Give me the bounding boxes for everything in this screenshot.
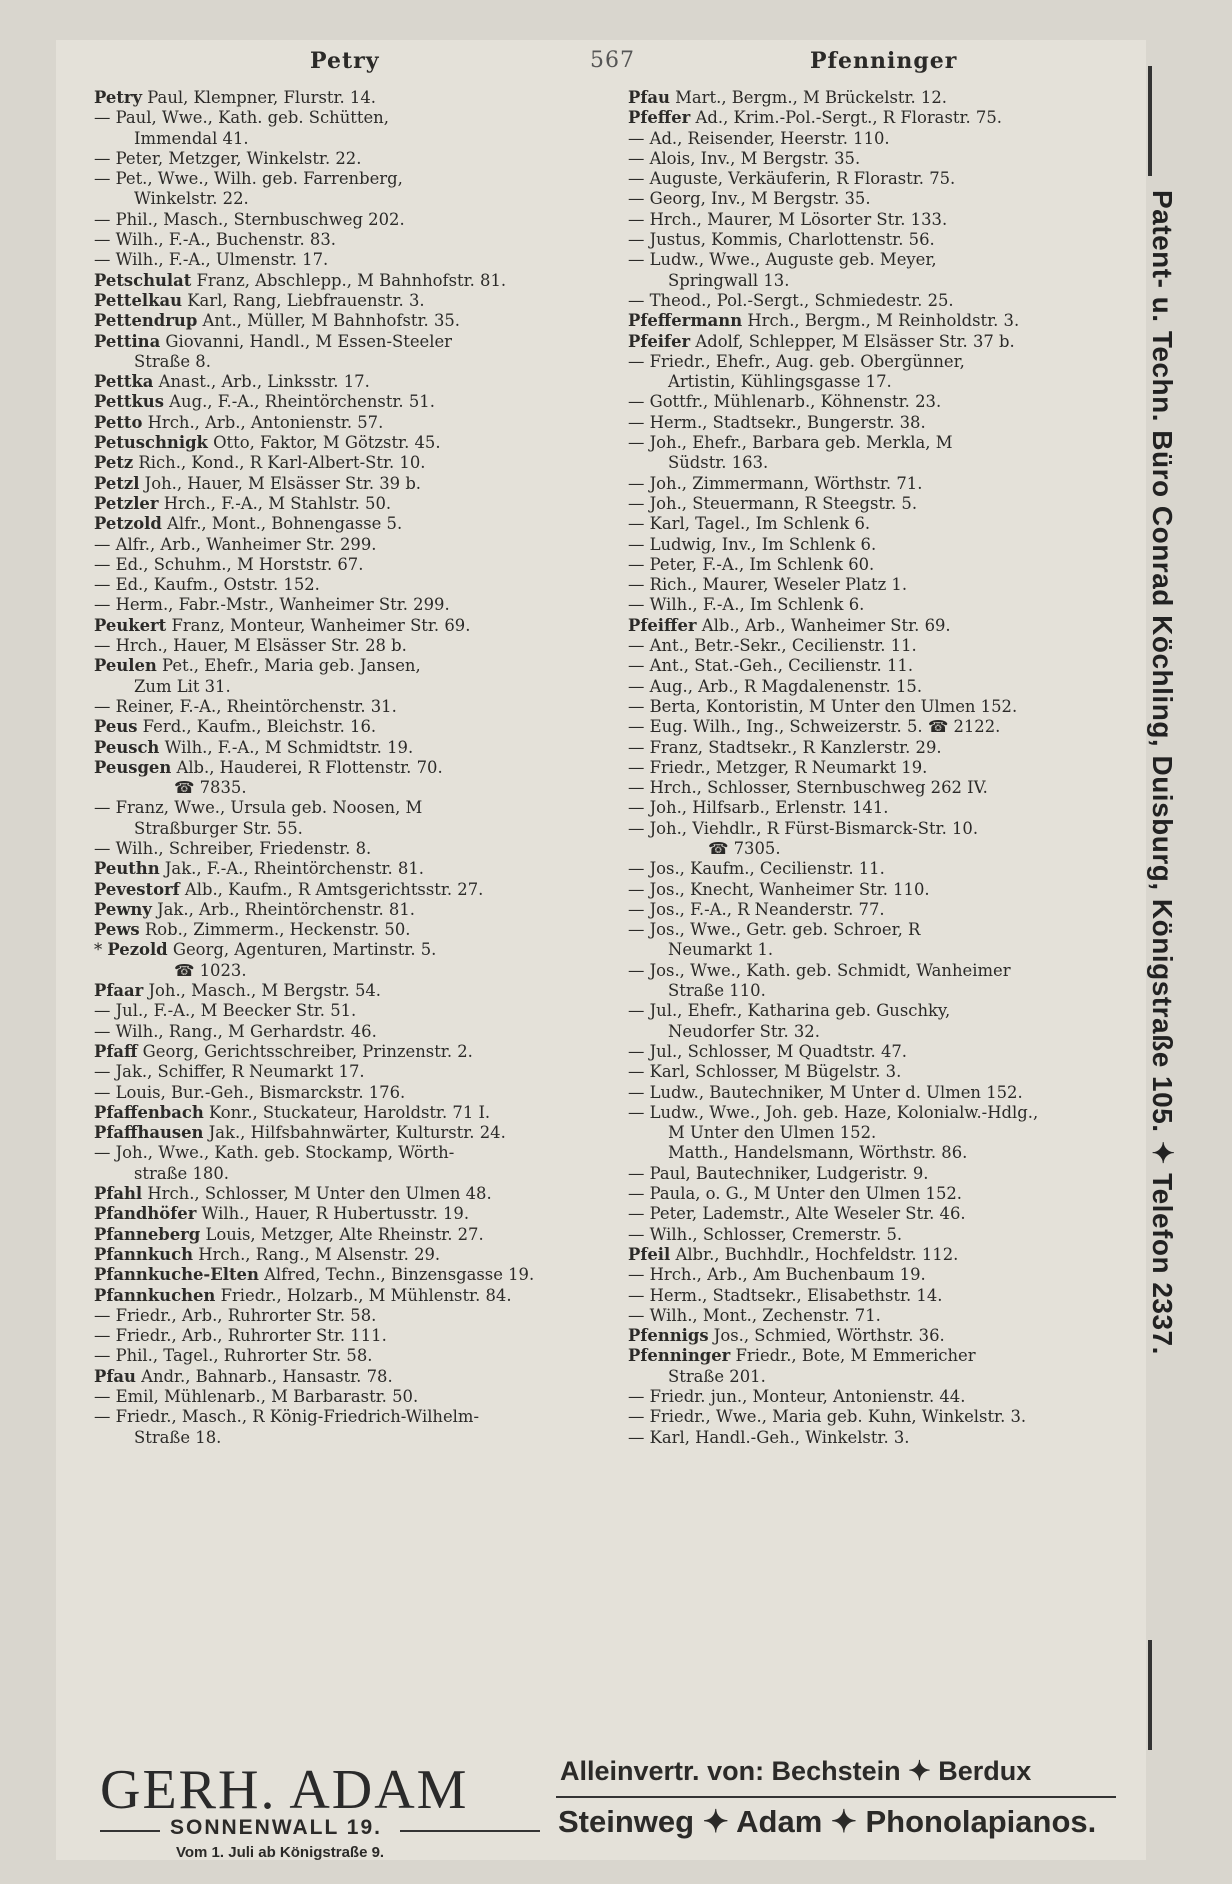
entry-surname: Pfenninger [628,1346,731,1366]
directory-entry: — Ludw., Wwe., Joh. geb. Haze, Kolonialw.-Hdlg., [628,1102,1039,1122]
directory-entry: — Jos., Knecht, Wanheimer Str. 110. [628,879,930,899]
directory-entry: — Ed., Kaufm., Oststr. 152. [94,575,320,595]
entry-surname: Pettina [94,331,161,351]
entry-surname: Pezold [107,940,168,960]
entry-surname: Petschulat [94,270,192,290]
side-ad-text: Patent- u. Techn. Büro Conrad Köchling, Duisburg, Königstraße 105. ✦ Telefon 2337. [1147,190,1178,1355]
entry-surname: Pfannkuch [94,1244,194,1264]
directory-entry: Springwall 13. [668,270,790,290]
entry-surname: Pettka [94,372,154,392]
entry-surname: Pfeffermann [628,311,743,331]
side-advertisement [1136,190,1186,1630]
entry-surname: Petuschnigk [94,433,208,453]
directory-entry: Pfanneberg Louis, Metzger, Alte Rheinstr. 27. [94,1224,484,1244]
directory-entry: Peukert Franz, Monteur, Wanheimer Str. 69. [94,615,471,635]
directory-entry: Pettelkau Karl, Rang, Liebfrauenstr. 3. [94,290,425,310]
directory-entry: — Wilh., F.-A., Im Schlenk 6. [628,595,865,615]
directory-entry: — Georg, Inv., M Bergstr. 35. [628,189,871,209]
directory-entry: — Emil, Mühlenarb., M Barbarastr. 50. [94,1387,419,1406]
directory-entry: Pfeffermann Hrch., Bergm., M Reinholdstr. 3. [628,311,1020,331]
left-column [94,88,594,1448]
ad-address: SONNENWALL 19. [170,1816,382,1839]
directory-entry: — Hrch., Schlosser, Sternbuschweg 262 IV. [628,778,988,798]
directory-entry: — Herm., Stadtsekr., Elisabethstr. 14. [628,1285,943,1305]
entry-surname: Pfaar [94,981,144,1001]
directory-entry: Petzler Hrch., F.-A., M Stahlstr. 50. [94,493,392,513]
ad-company-name: GERH. ADAM [100,1759,469,1821]
directory-entry: — Jos., Wwe., Kath. geb. Schmidt, Wanheimer [628,960,1011,980]
directory-entry: Winkelstr. 22. [134,189,249,209]
entry-surname: Pfannkuchen [94,1285,216,1305]
directory-entry: Peus Ferd., Kaufm., Bleichstr. 16. [94,717,377,737]
directory-entry: Pfaffhausen Jak., Hilfsbahnwärter, Kulturstr. 24. [94,1123,506,1143]
directory-entry: — Phil., Tagel., Ruhrorter Str. 58. [94,1346,373,1366]
directory-entry: — Ad., Reisender, Heerstr. 110. [628,128,890,148]
directory-entry: — Berta, Kontoristin, M Unter den Ulmen 152. [628,696,1018,716]
entry-surname: Pettendrup [94,311,198,331]
directory-entry: — Friedr., Arb., Ruhrorter Str. 58. [94,1305,377,1325]
directory-entry: Pfannkuchen Friedr., Holzarb., M Mühlenstr. 84. [94,1285,512,1305]
directory-entry: — Paul, Bautechniker, Ludgeristr. 9. [628,1163,929,1183]
directory-entry: — Ludw., Wwe., Auguste geb. Meyer, [628,250,937,270]
directory-entry: Peuthn Jak., F.-A., Rheintörchenstr. 81. [94,859,424,879]
entry-surname: Petry [94,88,143,107]
directory-entry: — Hrch., Maurer, M Lösorter Str. 133. [628,209,948,229]
directory-entry: M Unter den Ulmen 152. [668,1123,877,1143]
directory-entry: Zum Lit 31. [134,676,231,696]
directory-entry: — Ludw., Bautechniker, M Unter d. Ulmen 152. [628,1082,1023,1102]
directory-entry: Neumarkt 1. [668,940,774,960]
directory-entry: — Peter, Metzger, Winkelstr. 22. [94,148,362,168]
entry-surname: Pfau [628,88,670,107]
directory-entry: — Eug. Wilh., Ing., Schweizerstr. 5. ☎ 2122. [628,717,1001,737]
directory-entry: Pfeiffer Alb., Arb., Wanheimer Str. 69. [628,615,951,635]
directory-entry: Straße 110. [668,981,766,1001]
directory-entry: — Joh., Steuermann, R Steegstr. 5. [628,493,918,513]
entry-surname: Pfanneberg [94,1224,201,1244]
directory-entry: — Ed., Schuhm., M Horststr. 67. [94,554,364,574]
directory-entry: Petto Hrch., Arb., Antonienstr. 57. [94,412,384,432]
directory-entry: — Louis, Bur.-Geh., Bismarckstr. 176. [94,1082,406,1102]
entry-surname: Peusgen [94,757,172,777]
header-right: Pfenninger [810,48,958,74]
directory-entry: — Pet., Wwe., Wilh. geb. Farrenberg, [94,169,403,189]
directory-entry: — Paula, o. G., M Unter den Ulmen 152. [628,1184,963,1204]
directory-entry: Pfahl Hrch., Schlosser, M Unter den Ulmen 48. [94,1184,492,1204]
directory-entry: Pfannkuche-Elten Alfred, Techn., Binzensgasse 19. [94,1265,535,1285]
directory-entry: — Justus, Kommis, Charlottenstr. 56. [628,230,935,250]
directory-entry: — Joh., Hilfsarb., Erlenstr. 141. [628,798,889,818]
directory-entry: ☎ 7305. [708,838,781,858]
directory-entry: — Phil., Masch., Sternbuschweg 202. [94,209,405,229]
directory-entry: Pfeifer Adolf, Schlepper, M Elsässer Str. 37 b. [628,331,1015,351]
directory-entry: Peusch Wilh., F.-A., M Schmidtstr. 19. [94,737,414,757]
directory-entry: Pfandhöfer Wilh., Hauer, R Hubertusstr. 19. [94,1204,470,1224]
entry-surname: Peukert [94,615,167,635]
directory-entry: Südstr. 163. [668,453,769,473]
entry-surname: Pewny [94,899,152,919]
directory-entry: Pews Rob., Zimmerm., Heckenstr. 50. [94,920,411,940]
entry-surname: Pfaffenbach [94,1102,204,1122]
directory-entry: Peulen Pet., Ehefr., Maria geb. Jansen, [94,656,421,676]
entry-surname: Petzold [94,514,162,534]
entry-surname: Petzl [94,473,140,493]
directory-entry: — Wilh., F.-A., Buchenstr. 83. [94,230,336,250]
directory-entry: — Alfr., Arb., Wanheimer Str. 299. [94,534,377,554]
directory-entry: — Rich., Maurer, Weseler Platz 1. [628,575,908,595]
directory-entry: — Jos., Wwe., Getr. geb. Schroer, R [628,920,921,940]
directory-entry: — Karl, Handl.-Geh., Winkelstr. 3. [628,1427,910,1447]
directory-entry: — Karl, Tagel., Im Schlenk 6. [628,514,871,534]
entry-surname: Peusch [94,737,160,757]
directory-entry: Straßburger Str. 55. [134,818,303,838]
ad-divider [556,1796,1116,1798]
directory-entry: — Friedr. jun., Monteur, Antonienstr. 44. [628,1387,966,1406]
entry-surname: Peus [94,717,138,737]
directory-entry: — Ant., Stat.-Geh., Cecilienstr. 11. [628,656,914,676]
directory-entry: Pfenninger Friedr., Bote, M Emmericher [628,1346,976,1366]
directory-entry: Straße 18. [134,1427,222,1447]
directory-entry: — Auguste, Verkäuferin, R Florastr. 75. [628,169,956,189]
directory-entry: Artistin, Kühlingsgasse 17. [668,372,892,392]
right-column [628,88,1128,1448]
directory-entry: — Jul., Ehefr., Katharina geb. Guschky, [628,1001,951,1021]
directory-entry: Straße 201. [668,1366,766,1386]
entry-surname: Pfannkuche-Elten [94,1265,259,1285]
directory-entry: — Franz, Wwe., Ursula geb. Noosen, M [94,798,423,818]
directory-entry: Pfeffer Ad., Krim.-Pol.-Sergt., R Florastr. 75. [628,108,1002,128]
ad-agency-line: Alleinvertr. von: Bechstein ✦ Berdux [560,1756,1032,1786]
directory-entry: — Hrch., Hauer, M Elsässer Str. 28 b. [94,636,407,656]
directory-entry: Pfaff Georg, Gerichtsschreiber, Prinzenstr. 2. [94,1041,473,1061]
directory-entry: — Wilh., Mont., Zechenstr. 71. [628,1305,881,1325]
directory-entry: — Friedr., Arb., Ruhrorter Str. 111. [94,1326,387,1346]
directory-entry: — Jul., F.-A., M Beecker Str. 51. [94,1001,357,1021]
page-number: 567 [590,48,635,73]
directory-entry: — Wilh., Schlosser, Cremerstr. 5. [628,1224,903,1244]
entry-surname: Petto [94,412,143,432]
directory-entry: — Joh., Viehdlr., R Fürst-Bismarck-Str. 10. [628,818,979,838]
directory-entry: — Friedr., Wwe., Maria geb. Kuhn, Winkelstr. 3. [628,1407,1027,1427]
bottom-advertisement [100,1756,1130,1861]
directory-entry: Pettendrup Ant., Müller, M Bahnhofstr. 35. [94,311,461,331]
entry-surname: Pettkus [94,392,164,412]
directory-entry: ☎ 1023. [174,960,247,980]
directory-entry: — Jak., Schiffer, R Neumarkt 17. [94,1062,365,1082]
directory-entry: — Jul., Schlosser, M Quadtstr. 47. [628,1041,908,1061]
ad-brands-line: Steinweg ✦ Adam ✦ Phonolapianos. [558,1804,1097,1839]
directory-entry: Immendal 41. [134,128,249,148]
directory-entry: — Herm., Fabr.-Mstr., Wanheimer Str. 299. [94,595,450,615]
entry-surname: Peulen [94,656,157,676]
side-rule-top [1148,66,1152,176]
directory-entry: — Karl, Schlosser, M Bügelstr. 3. [628,1062,902,1082]
directory-entry: Pfennigs Jos., Schmied, Wörthstr. 36. [628,1326,945,1346]
entry-surname: Pfeifer [628,331,691,351]
directory-entry: — Paul, Wwe., Kath. geb. Schütten, [94,108,389,128]
directory-entry: — Reiner, F.-A., Rheintörchenstr. 31. [94,696,397,716]
directory-entry: — Theod., Pol.-Sergt., Schmiedestr. 25. [628,290,954,310]
directory-entry: — Jos., Kaufm., Cecilienstr. 11. [628,859,885,879]
entry-surname: Petz [94,453,134,473]
entry-surname: Pews [94,920,140,940]
directory-entry: — Peter, Lademstr., Alte Weseler Str. 46. [628,1204,966,1224]
directory-entry: — Hrch., Arb., Am Buchenbaum 19. [628,1265,926,1285]
entry-surname: Pfahl [94,1184,143,1204]
entry-surname: Pevestorf [94,879,180,899]
directory-entry: Matth., Handelsmann, Wörthstr. 86. [668,1143,968,1163]
directory-entry: Petzl Joh., Hauer, M Elsässer Str. 39 b. [94,473,422,493]
entry-surname: Pfeil [628,1244,671,1264]
directory-entry: — Jos., F.-A., R Neanderstr. 77. [628,899,885,919]
entry-surname: Pfaffhausen [94,1123,204,1143]
entry-surname: Pfaff [94,1041,138,1061]
directory-entry: straße 180. [134,1163,229,1183]
entry-surname: Pfandhöfer [94,1204,197,1224]
directory-entry: — Friedr., Metzger, R Neumarkt 19. [628,757,928,777]
directory-entry: Pettka Anast., Arb., Linksstr. 17. [94,372,370,392]
directory-entry: Pfau Mart., Bergm., M Brückelstr. 12. [628,88,947,107]
directory-entry: — Peter, F.-A., Im Schlenk 60. [628,554,875,574]
ad-rule-left [100,1830,160,1832]
directory-entry: — Aug., Arb., R Magdalenenstr. 15. [628,676,923,696]
directory-entry: — Friedr., Ehefr., Aug. geb. Obergünner, [628,351,965,371]
directory-entry: Straße 8. [134,351,211,371]
directory-entry: Petschulat Franz, Abschlepp., M Bahnhofstr. 81. [94,270,507,290]
directory-entry: — Wilh., Schreiber, Friedenstr. 8. [94,838,372,858]
directory-entry: — Ludwig, Inv., Im Schlenk 6. [628,534,877,554]
ad-address-note: Vom 1. Juli ab Königstraße 9. [176,1844,385,1861]
directory-entry: — Joh., Ehefr., Barbara geb. Merkla, M [628,433,953,453]
directory-entry: Pfau Andr., Bahnarb., Hansastr. 78. [94,1366,393,1386]
directory-entry: Peusgen Alb., Hauderei, R Flottenstr. 70. [94,757,443,777]
directory-entry: Neudorfer Str. 32. [668,1021,820,1041]
directory-entry: — Joh., Zimmermann, Wörthstr. 71. [628,473,923,493]
header-left: Petry [310,48,380,74]
entry-surname: Pfau [94,1366,136,1386]
directory-entry: ☎ 7835. [174,778,247,798]
directory-entry: Petz Rich., Kond., R Karl-Albert-Str. 10. [94,453,426,473]
directory-entry: Petry Paul, Klempner, Flurstr. 14. [94,88,376,107]
directory-entry: Pfaffenbach Konr., Stuckateur, Haroldstr. 71 I. [94,1102,491,1122]
directory-entry: — Wilh., Rang., M Gerhardstr. 46. [94,1021,377,1041]
ad-rule-right [400,1830,540,1832]
side-rule-bottom [1148,1640,1152,1750]
directory-entry: Pevestorf Alb., Kaufm., R Amtsgerichtsstr. 27. [94,879,484,899]
directory-entry: Pfannkuch Hrch., Rang., M Alsenstr. 29. [94,1244,441,1264]
directory-entry: Pettkus Aug., F.-A., Rheintörchenstr. 51. [94,392,435,412]
directory-entry: — Friedr., Masch., R König-Friedrich-Wilhelm- [94,1407,480,1427]
entry-surname: Petzler [94,493,159,513]
directory-entry: — Herm., Stadtsekr., Bungerstr. 38. [628,412,926,432]
entry-surname: Pfeffer [628,108,691,128]
entry-surname: Pettelkau [94,290,183,310]
directory-entry: Pettina Giovanni, Handl., M Essen-Steeler [94,331,452,351]
entry-surname: Pfeiffer [628,615,697,635]
directory-entry: — Ant., Betr.-Sekr., Cecilienstr. 11. [628,636,917,656]
directory-entry: — Wilh., F.-A., Ulmenstr. 17. [94,250,329,270]
entry-surname: Pfennigs [628,1326,709,1346]
directory-entry: Pewny Jak., Arb., Rheintörchenstr. 81. [94,899,415,919]
directory-entry: — Gottfr., Mühlenarb., Köhnenstr. 23. [628,392,942,412]
directory-entry: — Franz, Stadtsekr., R Kanzlerstr. 29. [628,737,942,757]
directory-entry: * Pezold Georg, Agenturen, Martinstr. 5. [94,940,437,960]
directory-entry: Pfeil Albr., Buchhdlr., Hochfeldstr. 112. [628,1244,959,1264]
directory-entry: Pfaar Joh., Masch., M Bergstr. 54. [94,981,382,1001]
directory-entry: Petuschnigk Otto, Faktor, M Götzstr. 45. [94,433,441,453]
directory-entry: — Joh., Wwe., Kath. geb. Stockamp, Wörth- [94,1143,455,1163]
directory-entry: — Alois, Inv., M Bergstr. 35. [628,148,861,168]
directory-entry: Petzold Alfr., Mont., Bohnengasse 5. [94,514,403,534]
entry-surname: Peuthn [94,859,160,879]
